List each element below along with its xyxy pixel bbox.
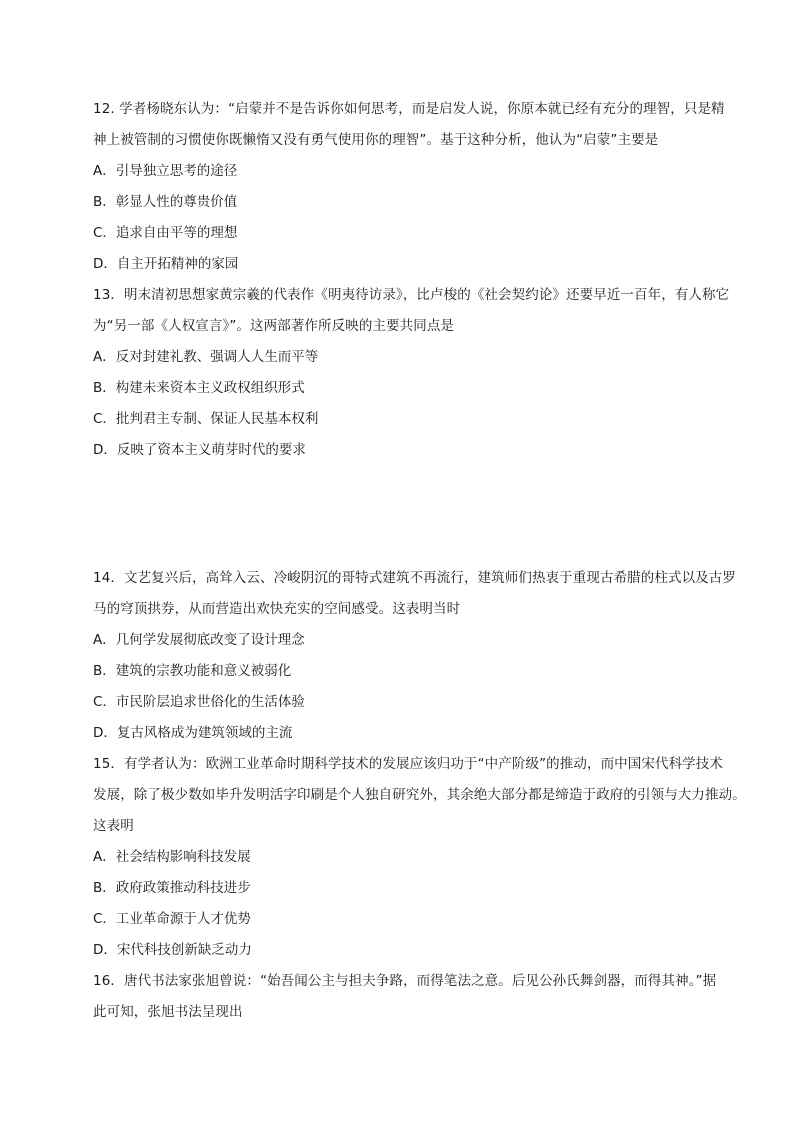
question-15-option-d: D．宋代科技创新缺乏动力 — [93, 942, 252, 958]
question-15-option-a: A．社会结构影响科技发展 — [93, 849, 251, 865]
question-13-option-d: D．反映了资本主义萌芽时代的要求 — [93, 442, 306, 458]
question-15-stem-line-2: 发展，除了极少数如毕升发明活字印刷是个人独自研究外，其余绝大部分都是缔造于政府的引领与大力推动。 — [93, 787, 746, 803]
question-12-option-c: C．追求自由平等的理想 — [93, 225, 238, 241]
question-14-option-a: A．几何学发展彻底改变了设计理念 — [93, 632, 305, 648]
question-16 — [93, 966, 717, 1028]
question-14-stem-line-1: 14．文艺复兴后，高耸入云、冷峻阴沉的哥特式建筑不再流行，建筑师们热衷于重现古希腊的柱式以及古罗 — [93, 570, 736, 586]
question-14-stem-line-2: 马的穹顶拱券，从而营造出欢快充实的空间感受。这表明当时 — [93, 601, 461, 617]
question-13-option-b: B．构建未来资本主义政权组织形式 — [93, 380, 305, 396]
question-15-option-b: B．政府政策推动科技进步 — [93, 880, 251, 896]
question-14-option-d: D．复古风格成为建筑领域的主流 — [93, 725, 293, 741]
question-12-stem-line-1: 12. 学者杨晓东认为：“启蒙并不是告诉你如何思考，而是启发人说，你原本就已经有充分的理智，只是精 — [93, 101, 725, 117]
question-13-option-a: A．反对封建礼教、强调人人生而平等 — [93, 349, 319, 365]
question-12-stem-line-2: 神上被管制的习惯使你既懒惰又没有勇气使用你的理智”。基于这种分析，他认为“启蒙”主要是 — [93, 132, 659, 148]
question-13-stem-line-1: 13．明末清初思想家黄宗羲的代表作《明夷待访录》，比卢梭的《社会契约论》还要早近一百年，有人称它 — [93, 287, 730, 303]
question-13-stem-line-2: 为“另一部《人权宣言》”。这两部著作所反映的主要共同点是 — [93, 318, 455, 334]
question-14 — [93, 563, 736, 749]
question-15 — [93, 749, 746, 966]
question-13-option-c: C．批判君主专制、保证人民基本权利 — [93, 411, 319, 427]
question-12-option-a: A．引导独立思考的途径 — [93, 163, 238, 179]
question-14-option-c: C．市民阶层追求世俗化的生活体验 — [93, 694, 305, 710]
question-13 — [93, 280, 730, 466]
question-14-option-b: B．建筑的宗教功能和意义被弱化 — [93, 663, 292, 679]
question-12-option-b: B．彰显人性的尊贵价值 — [93, 194, 238, 210]
question-15-stem-line-1: 15．有学者认为：欧洲工业革命时期科学技术的发展应该归功于“中产阶级”的推动，而中国宋代科学技术 — [93, 756, 723, 772]
question-15-option-c: C．工业革命源于人才优势 — [93, 911, 251, 927]
question-12 — [93, 94, 725, 280]
question-12-option-d: D．自主开拓精神的家园 — [93, 256, 239, 272]
question-16-stem-line-2: 此可知，张旭书法呈现出 — [93, 1004, 243, 1020]
question-16-stem-line-1: 16．唐代书法家张旭曾说：“始吾闻公主与担夫争路，而得笔法之意。后见公孙氏舞剑器，而得其神。”据 — [93, 973, 717, 989]
question-15-stem-line-3: 这表明 — [93, 818, 134, 834]
